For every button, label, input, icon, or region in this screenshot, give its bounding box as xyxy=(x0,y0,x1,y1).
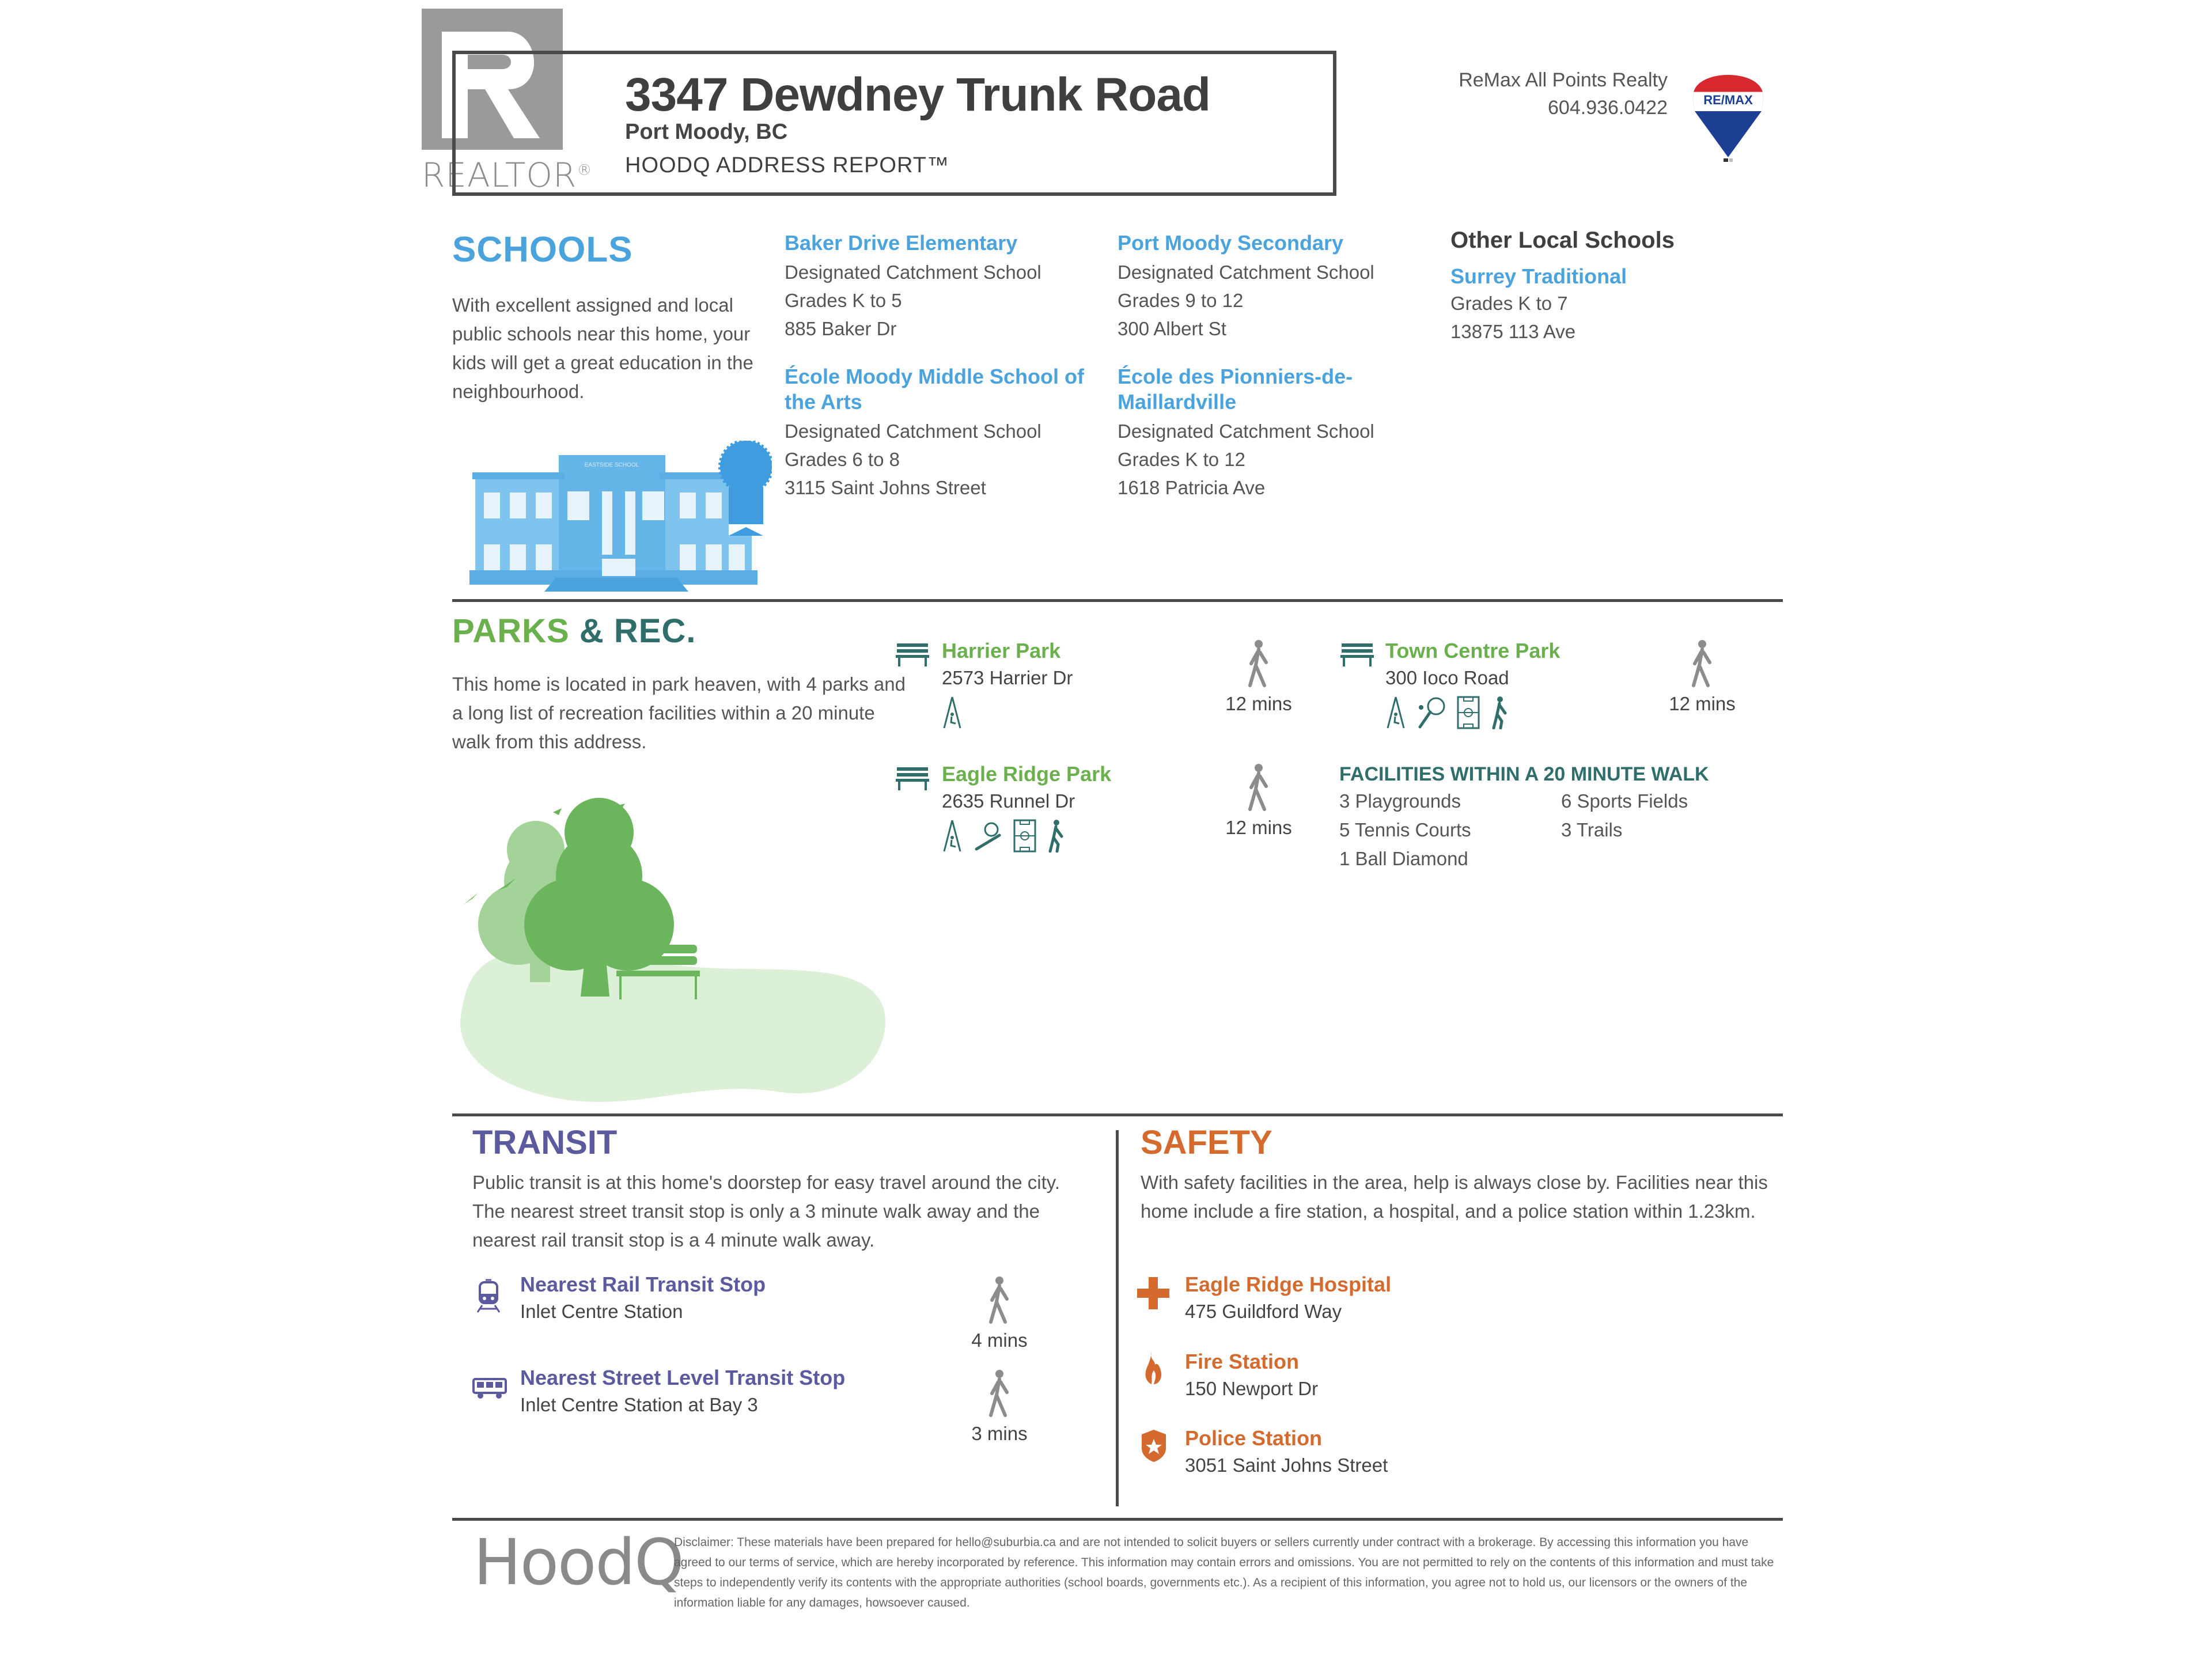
transit-stop-name[interactable]: Inlet Centre Station xyxy=(520,1301,683,1322)
school-grades: Grades 9 to 12 xyxy=(1118,290,1244,311)
facility-item: 3 Trails xyxy=(1561,819,1623,840)
school-address: 13875 113 Ave xyxy=(1450,321,1576,342)
school-card[interactable] xyxy=(785,230,1107,343)
school-building-illustration xyxy=(458,441,772,593)
park-card[interactable] xyxy=(942,762,1111,853)
park-name[interactable]: Eagle Ridge Park xyxy=(942,762,1112,786)
school-address: 1618 Patricia Ave xyxy=(1118,477,1266,498)
report-label: HOODQ ADDRESS REPORT™ xyxy=(625,153,949,177)
school-type: Designated Catchment School xyxy=(785,262,1041,283)
walker-icon xyxy=(985,1276,1014,1325)
realtor-wordmark: REALTOR® xyxy=(422,156,593,195)
facility-item: 5 Tennis Courts xyxy=(1339,819,1471,840)
walk-minutes: 12 mins xyxy=(1225,693,1292,714)
bench-icon xyxy=(1340,641,1374,669)
school-grades: Grades K to 12 xyxy=(1118,449,1245,470)
safety-facility-name[interactable]: Eagle Ridge Hospital xyxy=(1185,1272,1392,1296)
transit-heading: TRANSIT xyxy=(472,1124,618,1161)
park-amenities xyxy=(1385,696,1560,729)
trail-icon xyxy=(1047,819,1064,853)
school-card[interactable] xyxy=(1118,364,1388,502)
ball-diamond-icon xyxy=(973,819,1003,853)
page-title: 3347 Dewdney Trunk Road xyxy=(625,69,1211,121)
school-name[interactable]: Port Moody Secondary xyxy=(1118,231,1344,255)
agency-name: ReMax All Points Realty xyxy=(1459,69,1668,91)
train-icon xyxy=(475,1279,502,1316)
walk-minutes: 4 mins xyxy=(971,1330,1028,1351)
school-type: Designated Catchment School xyxy=(1118,421,1374,442)
agency-phone[interactable]: 604.936.0422 xyxy=(1548,97,1668,119)
park-illustration xyxy=(455,781,893,1109)
walk-time xyxy=(1213,763,1305,839)
park-amenities xyxy=(942,819,1111,853)
svg-text:RE/MAX: RE/MAX xyxy=(1703,93,1753,107)
safety-facility-address: 475 Guildford Way xyxy=(1185,1301,1342,1322)
sports-field-icon xyxy=(1457,696,1480,729)
transit-description: Public transit is at this home's doorstep for easy travel around the city. The nearest street transit stop is only a 3 minute walk away and the nearest rail transit stop is a 4 minute walk away. xyxy=(472,1172,1060,1251)
other-schools xyxy=(1450,228,1773,346)
park-card[interactable] xyxy=(1385,638,1560,729)
sports-field-icon xyxy=(1013,819,1036,853)
playground-icon xyxy=(1385,696,1406,729)
safety-facility[interactable] xyxy=(1185,1272,1391,1326)
walk-time xyxy=(1656,639,1748,715)
park-address: 2635 Runnel Dr xyxy=(942,790,1075,812)
school-type: Designated Catchment School xyxy=(785,421,1041,442)
park-card[interactable] xyxy=(942,638,1073,729)
school-type: Designated Catchment School xyxy=(1118,262,1374,283)
walk-time xyxy=(953,1369,1046,1445)
section-divider xyxy=(452,1113,1783,1116)
safety-facility-address: 3051 Saint Johns Street xyxy=(1185,1455,1388,1476)
school-card[interactable] xyxy=(1118,230,1440,343)
schools-heading: SCHOOLS xyxy=(452,230,633,270)
remax-balloon-logo xyxy=(1688,66,1768,167)
walker-icon xyxy=(1688,639,1717,688)
walk-minutes: 3 mins xyxy=(971,1423,1028,1444)
fire-icon xyxy=(1143,1351,1164,1388)
parks-description: This home is located in park heaven, with 4 parks and a long list of recreation facilities within a 20 minute walk from this address. xyxy=(452,673,906,752)
facilities-heading: FACILITIES WITHIN A 20 MINUTE WALK xyxy=(1339,763,1709,785)
transit-stop-label: Nearest Street Level Transit Stop xyxy=(520,1366,846,1389)
column-divider xyxy=(1116,1130,1119,1506)
school-name[interactable]: Baker Drive Elementary xyxy=(785,231,1018,255)
facility-item: 3 Playgrounds xyxy=(1339,790,1461,812)
walker-icon xyxy=(1244,639,1273,688)
walker-icon xyxy=(985,1369,1014,1418)
bench-icon xyxy=(896,765,929,793)
walk-minutes: 12 mins xyxy=(1225,817,1292,838)
school-grades: Grades K to 5 xyxy=(785,290,902,311)
school-address: 300 Albert St xyxy=(1118,318,1226,339)
walk-time xyxy=(953,1276,1046,1351)
parks-heading: PARKS & REC. xyxy=(452,612,696,650)
walk-time xyxy=(1213,639,1305,715)
school-card[interactable] xyxy=(785,364,1084,502)
school-address: 885 Baker Dr xyxy=(785,318,897,339)
bench-icon xyxy=(896,641,929,669)
safety-facility-address: 150 Newport Dr xyxy=(1185,1378,1319,1399)
transit-stop-label: Nearest Rail Transit Stop xyxy=(520,1272,766,1296)
park-name[interactable]: Harrier Park xyxy=(942,639,1061,662)
park-name[interactable]: Town Centre Park xyxy=(1385,639,1560,662)
walker-icon xyxy=(1244,763,1273,812)
police-badge-icon xyxy=(1141,1429,1167,1466)
safety-heading: SAFETY xyxy=(1141,1124,1272,1161)
school-grades: Grades K to 7 xyxy=(1450,293,1568,314)
safety-facility-name[interactable]: Fire Station xyxy=(1185,1350,1300,1373)
other-schools-heading: Other Local Schools xyxy=(1450,228,1675,253)
school-address: 3115 Saint Johns Street xyxy=(785,477,986,498)
safety-facility-name[interactable]: Police Station xyxy=(1185,1426,1323,1450)
section-divider xyxy=(452,599,1783,602)
schools-description: With excellent assigned and local public schools near this home, your kids will get a great education in the neighbourhood. xyxy=(452,294,753,402)
school-name[interactable]: École des Pionniers-de-Maillardville xyxy=(1118,365,1353,414)
hospital-cross-icon xyxy=(1136,1276,1171,1313)
svg-text:EASTSIDE SCHOOL: EASTSIDE SCHOOL xyxy=(584,462,639,468)
walk-minutes: 12 mins xyxy=(1669,693,1736,714)
park-address: 2573 Harrier Dr xyxy=(942,667,1073,688)
bus-icon xyxy=(472,1377,507,1403)
park-amenities xyxy=(942,696,1073,729)
school-grades: Grades 6 to 8 xyxy=(785,449,900,470)
safety-facility[interactable] xyxy=(1185,1349,1318,1403)
disclaimer-text: Disclaimer: These materials have been prepared for hello@suburbia.ca and are not intended to solicit buyers or sellers currently under contract with a brokerage. By accessing this information you have agreed to our terms of service, which are hereby incorporated by reference. This information may contain errors and omissions. You are not permitted to rely on the contents of this information and must take steps to independently verify its contents with the appropriate authorities (school boards, governments etc.). As a recipient of this information, you agree not to hold us, our licensors or the owners of the information liable for any damages, howsoever caused. xyxy=(674,1536,1774,1609)
playground-icon xyxy=(942,819,963,853)
safety-description: With safety facilities in the area, help is always close by. Facilities near this home include a fire station, a hospital, and a police station within 1.23km. xyxy=(1141,1172,1768,1222)
tennis-icon xyxy=(1416,696,1446,729)
facility-item: 6 Sports Fields xyxy=(1561,790,1688,812)
transit-stop[interactable] xyxy=(520,1272,766,1326)
facility-item: 1 Ball Diamond xyxy=(1339,848,1468,869)
playground-icon xyxy=(942,696,963,729)
footer-divider xyxy=(452,1518,1783,1521)
transit-stop[interactable] xyxy=(520,1365,845,1419)
school-name[interactable]: École Moody Middle School of the Arts xyxy=(785,365,1085,414)
trail-icon xyxy=(1490,696,1508,729)
safety-facility[interactable] xyxy=(1185,1426,1388,1480)
city-label: Port Moody, BC xyxy=(625,120,788,144)
park-address: 300 Ioco Road xyxy=(1385,667,1509,688)
hoodq-logo: HoodQ xyxy=(474,1525,683,1599)
school-name[interactable]: Surrey Traditional xyxy=(1450,264,1627,288)
facilities-summary xyxy=(1339,763,1789,873)
agency-info xyxy=(1459,66,1668,122)
transit-stop-name[interactable]: Inlet Centre Station at Bay 3 xyxy=(520,1394,758,1415)
